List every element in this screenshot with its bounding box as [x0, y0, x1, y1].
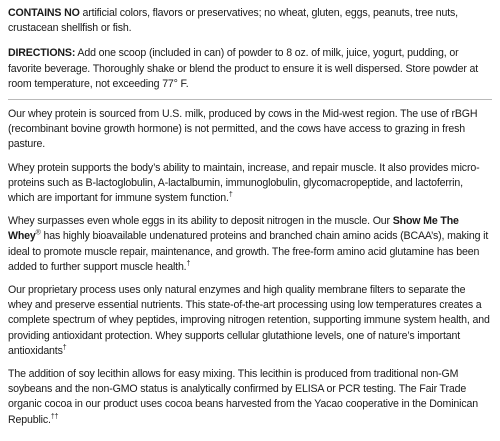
nitrogen-text-start: Whey surpasses even whole eggs in its ability to deposit nitrogen in the muscle. Our [8, 215, 393, 228]
nitrogen-paragraph [8, 214, 492, 275]
double-dagger-footnote-mark: †† [50, 413, 59, 421]
directions-text: Add one scoop (included in can) of powder to 8 oz. of milk, juice, yogurt, pudding, or favorite beverage. Thoroughly shake or blend the product to ensure it is well dispersed. Store powder at room temperature, not exceeding 77° F. [8, 47, 479, 90]
lecithin-paragraph [8, 367, 492, 428]
registered-mark: ® [35, 229, 41, 237]
sourcing-paragraph [8, 107, 492, 153]
dagger-footnote-mark: † [228, 191, 233, 199]
process-paragraph [8, 283, 492, 359]
muscle-support-text: Whey protein supports the body’s ability to maintain, increase, and repair muscle. It also provides micro-proteins such as B-lactoglobulin, A-lactalbumin, immunoglobulin, glycomacropeptide, and lactoferrin, which are important for immune system function. [8, 161, 480, 205]
section-divider [8, 99, 492, 100]
directions-statement [8, 46, 492, 92]
nitrogen-text-end: has highly bioavailable undenatured proteins and branched chain amino acids (BCAA’s), making it ideal to promote muscle repair, maintenance, and growth. The free-form amino acid glutamine has been added to further support muscle health. [8, 230, 489, 273]
contains-text: artificial colors, flavors or preservatives; no wheat, gluten, eggs, peanuts, tree nuts, crustacean shellfish or fish. [8, 7, 458, 35]
contains-statement [8, 6, 492, 36]
lecithin-text: The addition of soy lecithin allows for easy mixing. This lecithin is produced from traditional non-GM soybeans and the non-GMO status is analytically confirmed by ELISA or PCR testing. The Fair Trade organic cocoa in our product uses cocoa beans harvested from the Yacao cooperative in the Dominican Republic. [8, 368, 479, 426]
process-text: Our proprietary process uses only natural enzymes and high quality membrane filters to separate the whey and preserve essential nutrients. This state-of-the-art processing using low temperatures creates a complete spectrum of whey peptides, improving nitrogen retention, supporting immune system health, and providing antioxidant protection. Whey supports cellular glutathione levels, one of nature’s important antioxidants [8, 284, 490, 357]
dagger-footnote-mark: † [186, 260, 191, 268]
dagger-footnote-mark: † [62, 344, 67, 352]
brand-name: Show Me The Whey [8, 215, 459, 243]
directions-label: DIRECTIONS: [8, 47, 76, 60]
sourcing-text: Our whey protein is sourced from U.S. milk, produced by cows in the Mid-west region. The use of rBGH (recombinant bovine growth hormone) is not permitted, and the cows have access to grazing in fresh pasture. [8, 108, 478, 151]
contains-label: CONTAINS NO [8, 7, 80, 19]
muscle-support-paragraph [8, 161, 492, 207]
